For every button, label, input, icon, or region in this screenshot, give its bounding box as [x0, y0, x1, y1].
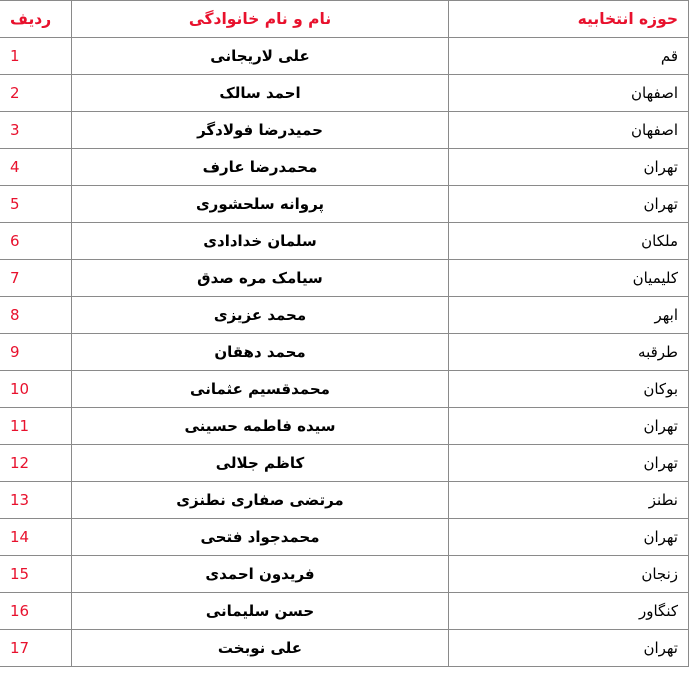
cell-index: 16: [0, 593, 72, 630]
cell-name: علی نوبخت: [72, 630, 449, 667]
cell-name: سیده فاطمه حسینی: [72, 408, 449, 445]
table-row: [0, 519, 689, 556]
cell-index: 7: [0, 260, 72, 297]
cell-index: 4: [0, 149, 72, 186]
cell-name: پروانه سلحشوری: [72, 186, 449, 223]
cell-name: محمدرضا عارف: [72, 149, 449, 186]
table-row: [0, 186, 689, 223]
table-row: [0, 112, 689, 149]
cell-district: نطنز: [449, 482, 689, 519]
cell-index: 11: [0, 408, 72, 445]
table-row: [0, 408, 689, 445]
cell-index: 3: [0, 112, 72, 149]
cell-district: طرقبه: [449, 334, 689, 371]
cell-index: 17: [0, 630, 72, 667]
table-row: [0, 630, 689, 667]
cell-district: تهران: [449, 149, 689, 186]
table-row: [0, 223, 689, 260]
cell-district: قم: [449, 38, 689, 75]
table-row: [0, 593, 689, 630]
cell-district: تهران: [449, 445, 689, 482]
cell-district: کنگاور: [449, 593, 689, 630]
table-row: [0, 334, 689, 371]
cell-name: سیامک مره صدق: [72, 260, 449, 297]
table-row: [0, 38, 689, 75]
cell-name: احمد سالک: [72, 75, 449, 112]
cell-name: علی لاریجانی: [72, 38, 449, 75]
table-row: [0, 260, 689, 297]
cell-name: حسن سلیمانی: [72, 593, 449, 630]
cell-index: 10: [0, 371, 72, 408]
cell-name: کاظم جلالی: [72, 445, 449, 482]
cell-index: 13: [0, 482, 72, 519]
table-header-row: [0, 1, 689, 38]
cell-index: 8: [0, 297, 72, 334]
cell-district: کلیمیان: [449, 260, 689, 297]
column-header-index: ردیف: [0, 1, 72, 38]
cell-index: 14: [0, 519, 72, 556]
cell-index: 15: [0, 556, 72, 593]
cell-district: ملکان: [449, 223, 689, 260]
cell-district: تهران: [449, 186, 689, 223]
table-row: [0, 556, 689, 593]
column-header-district: حوزه انتخابیه: [449, 1, 689, 38]
cell-index: 5: [0, 186, 72, 223]
cell-district: تهران: [449, 408, 689, 445]
cell-district: ابهر: [449, 297, 689, 334]
cell-district: اصفهان: [449, 112, 689, 149]
table-row: [0, 149, 689, 186]
table-row: [0, 371, 689, 408]
cell-index: 6: [0, 223, 72, 260]
column-header-name: نام و نام خانوادگی: [72, 1, 449, 38]
cell-name: حمیدرضا فولادگر: [72, 112, 449, 149]
table-row: [0, 75, 689, 112]
cell-name: محمد دهقان: [72, 334, 449, 371]
table-row: [0, 482, 689, 519]
cell-name: فریدون احمدی: [72, 556, 449, 593]
cell-district: تهران: [449, 630, 689, 667]
cell-district: اصفهان: [449, 75, 689, 112]
cell-index: 2: [0, 75, 72, 112]
table-header: [0, 1, 689, 38]
cell-district: تهران: [449, 519, 689, 556]
cell-name: محمدجواد فتحی: [72, 519, 449, 556]
cell-name: محمدقسیم عثمانی: [72, 371, 449, 408]
cell-name: محمد عزیزی: [72, 297, 449, 334]
cell-index: 1: [0, 38, 72, 75]
table-row: [0, 445, 689, 482]
cell-index: 12: [0, 445, 72, 482]
cell-name: مرتضی صفاری نطنزی: [72, 482, 449, 519]
table-row: [0, 297, 689, 334]
cell-index: 9: [0, 334, 72, 371]
cell-district: زنجان: [449, 556, 689, 593]
cell-district: بوکان: [449, 371, 689, 408]
cell-name: سلمان خدادادی: [72, 223, 449, 260]
table-body: [0, 38, 689, 667]
